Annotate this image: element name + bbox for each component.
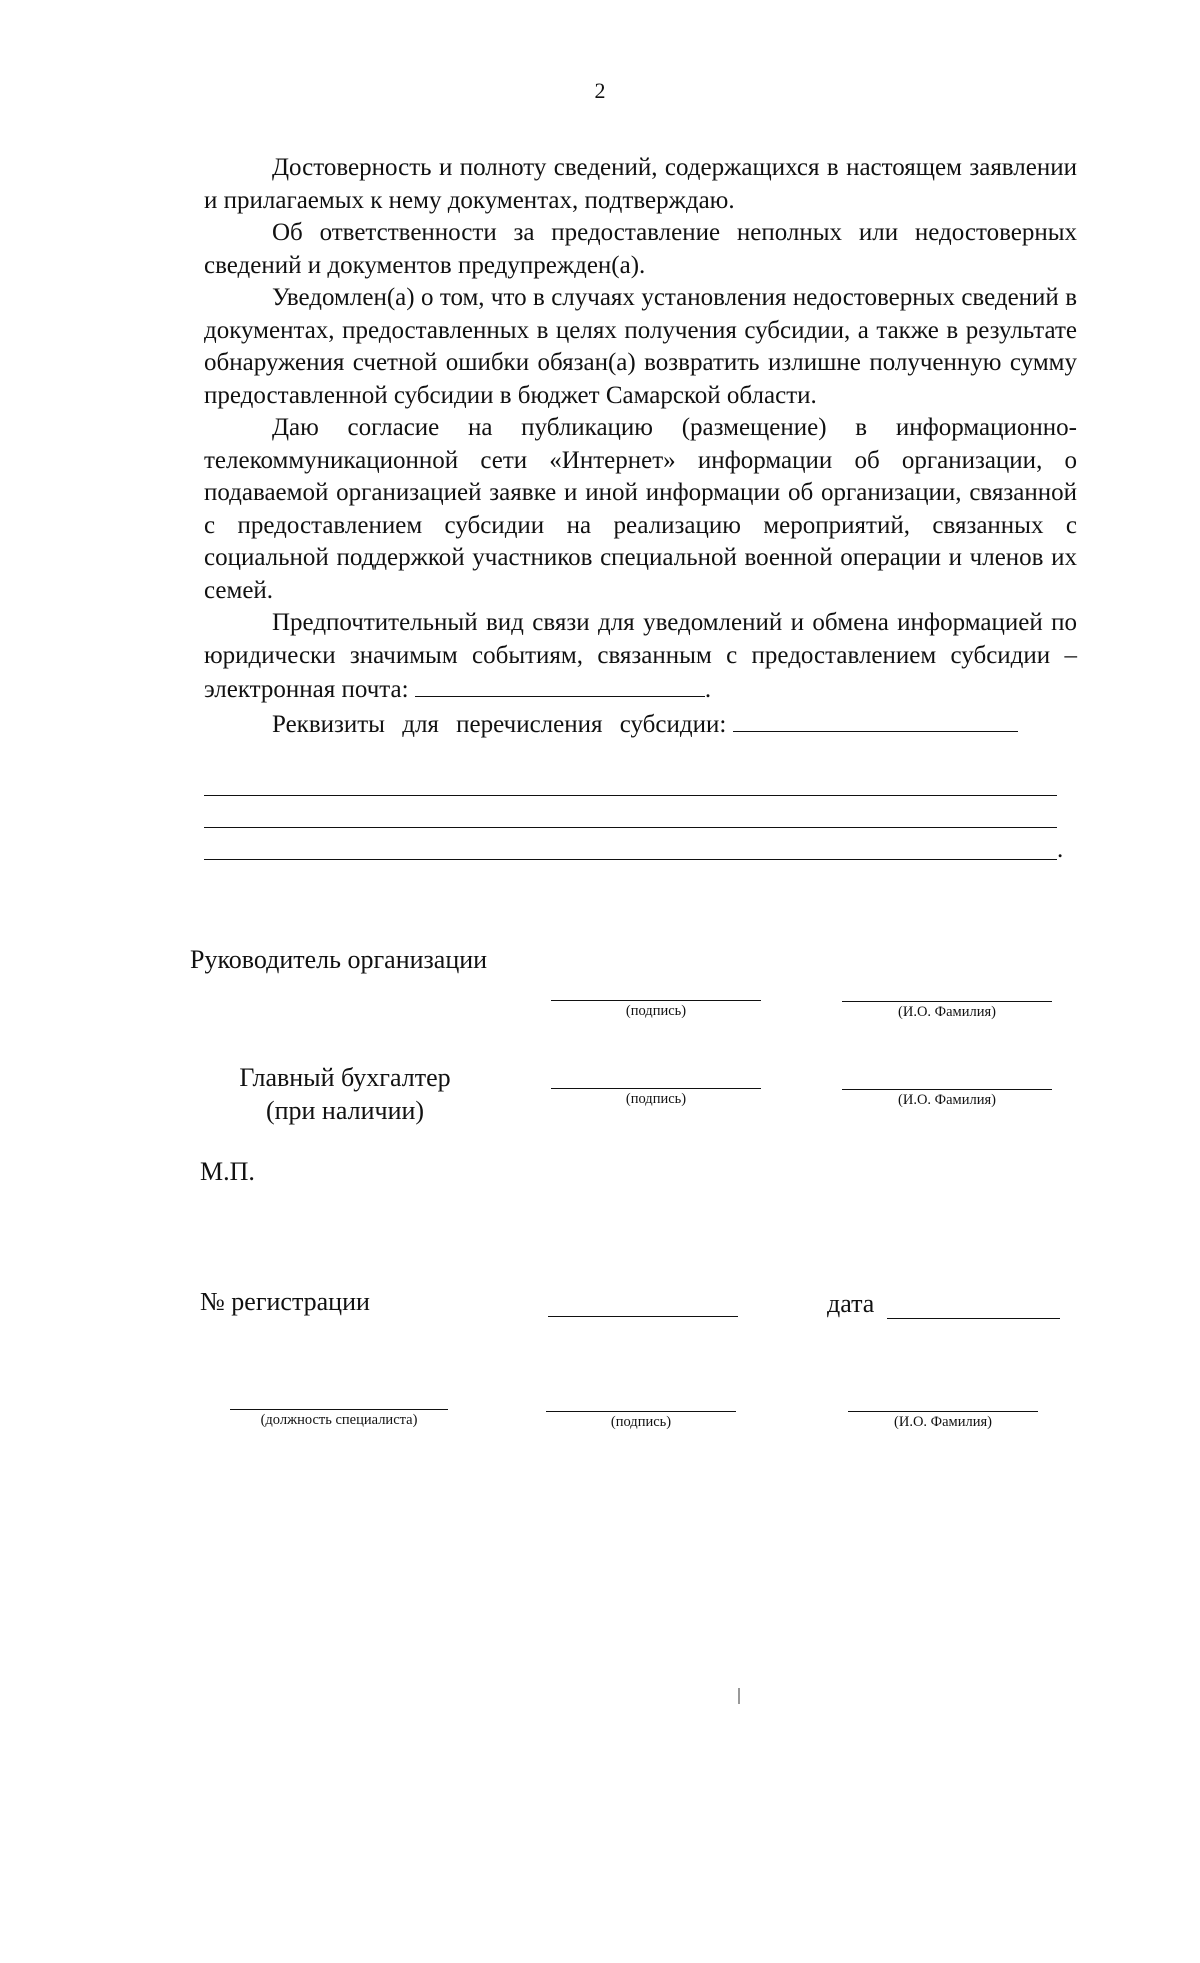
requisites-end-dot: . — [1057, 836, 1064, 863]
email-end-dot: . — [704, 676, 712, 703]
paragraph-responsibility: Об ответственности за предоставление неполных или недостоверных сведений и документов предупрежден(а). — [204, 219, 1077, 279]
accountant-name-caption: (И.О. Фамилия) — [898, 1092, 996, 1108]
requisites-line-2[interactable] — [204, 827, 1057, 828]
accountant-signature-caption: (подпись) — [625, 1091, 687, 1107]
requisites-blank-first[interactable] — [733, 707, 1018, 732]
requisites-label: Реквизиты для перечисления субсидии: — [272, 710, 727, 738]
contact-text: Предпочтительный вид связи для уведомлений и обмена информацией по юридически значимым событиям, связанным с предоставлением субсидии – электронная почта: — [204, 609, 1077, 703]
accountant-name-line[interactable] — [842, 1089, 1052, 1090]
specialist-name-caption: (И.О. Фамилия) — [894, 1414, 992, 1430]
head-of-organization-label: Руководитель организации — [190, 945, 488, 974]
registration-label: № регистрации — [200, 1287, 370, 1316]
statement-body — [204, 152, 1077, 741]
chief-accountant-label — [200, 1061, 490, 1127]
specialist-position-line[interactable] — [230, 1409, 448, 1410]
stamp-placeholder: М.П. — [200, 1157, 255, 1186]
head-name-caption: (И.О. Фамилия) — [898, 1004, 996, 1020]
head-signature-caption: (подпись) — [625, 1003, 687, 1019]
date-label: дата — [827, 1289, 875, 1318]
requisites-line-1[interactable] — [204, 795, 1057, 796]
page-number: 2 — [594, 78, 606, 103]
paragraph-consent: Даю согласие на публикацию (размещение) в информационно-телекоммуникационной сети «Интернет» информации об организации, о подаваемой организацией заявке и иной информации об организации, связанной с предоставлением субсидии на реализацию мероприятий, связанных с социальной поддержкой участников специальной военной операции и членов их семей. — [204, 414, 1077, 604]
paragraph-notification: Уведомлен(а) о том, что в случаях установления недостоверных сведений в документах, предоставленных в целях получения субсидии, а также в результате обнаружения счетной ошибки обязан(а) возвратить излишне полученную сумму предоставленной субсидии в бюджет Самарской области. — [204, 284, 1077, 409]
chief-accountant-line2: (при наличии) — [265, 1096, 425, 1125]
head-signature-line[interactable] — [551, 1000, 761, 1001]
paragraph-contact — [204, 607, 1077, 707]
chief-accountant-line1: Главный бухгалтер — [239, 1063, 451, 1092]
scan-artifact — [738, 1688, 740, 1704]
accountant-signature-line[interactable] — [551, 1088, 761, 1089]
specialist-signature-caption: (подпись) — [610, 1414, 672, 1430]
specialist-position-caption: (должность специалиста) — [260, 1412, 418, 1428]
paragraph-requisites — [204, 707, 1077, 742]
date-line[interactable] — [887, 1318, 1060, 1319]
registration-number-line[interactable] — [548, 1316, 738, 1317]
requisites-line-3[interactable] — [204, 859, 1057, 860]
specialist-signature-line[interactable] — [546, 1411, 736, 1412]
head-name-line[interactable] — [842, 1001, 1052, 1002]
email-blank[interactable] — [415, 672, 705, 697]
paragraph-reliability: Достоверность и полноту сведений, содержащихся в настоящем заявлении и прилагаемых к нему документах, подтверждаю. — [204, 154, 1077, 214]
specialist-name-line[interactable] — [848, 1411, 1038, 1412]
